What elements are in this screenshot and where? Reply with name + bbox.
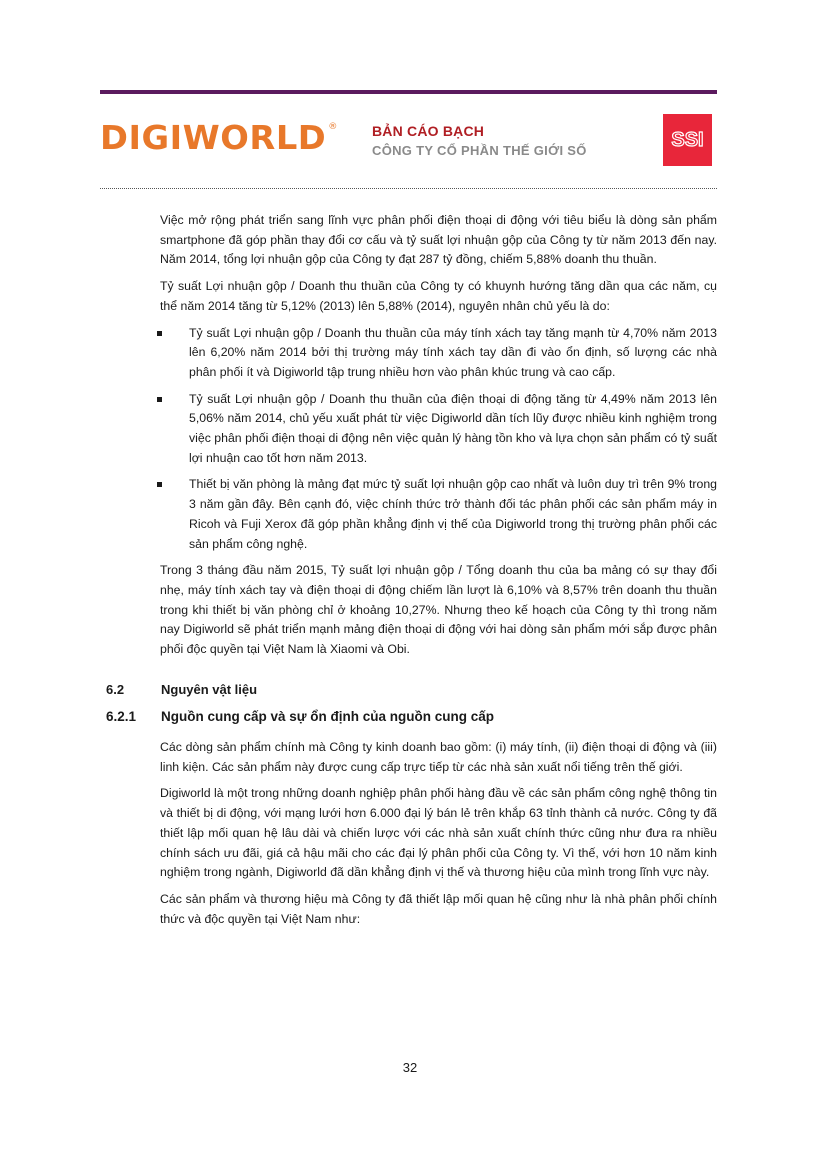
digiworld-logo-text: DIGIWORLD (100, 118, 327, 157)
paragraph: Trong 3 tháng đầu năm 2015, Tỷ suất lợi nhuận gộp / Tổng doanh thu của ba mảng có sự thay đổi nhẹ, máy tính xách tay và điện thoại di động chiếm lần lượt là 6,10% và 8,57% trên doanh thu thuần trong khi thiết bị văn phòng chỉ ở khoảng 10,27%. Nhưng theo kế hoạch của Công ty thì trong năm nay Digiworld sẽ phát triển mạnh mảng điện thoại di động với hai dòng sản phẩm mới sắp được phân phối độc quyền tại Việt Nam là Xiaomi và Obi. (160, 563, 717, 657)
paragraph: Các dòng sản phẩm chính mà Công ty kinh doanh bao gồm: (i) máy tính, (ii) điện thoại di động và (iii) linh kiện. Các sản phẩm này được cung cấp trực tiếp từ các nhà sản xuất nổi tiếng trên thế giới. (160, 740, 717, 774)
paragraph: Tỷ suất Lợi nhuận gộp / Doanh thu thuần của Công ty có khuynh hướng tăng dần qua các năm, cụ thể năm 2014 tăng từ 5,12% (2013) lên 5,88% (2014), nguyên nhân chủ yếu là do: (160, 279, 717, 313)
section-number: 6.2 (106, 682, 125, 697)
body-content-section (160, 738, 717, 936)
subsection-title: Nguồn cung cấp và sự ổn định của nguồn cung cấp (161, 709, 495, 724)
header-dotted-divider (100, 188, 717, 189)
header-top-rule (100, 90, 717, 94)
subsection-number: 6.2.1 (106, 709, 137, 724)
square-bullet-icon (157, 331, 162, 336)
company-name: CÔNG TY CỔ PHẦN THẾ GIỚI SỐ (372, 143, 587, 158)
page-number: 32 (402, 1060, 418, 1075)
bullet-item (157, 475, 717, 554)
square-bullet-icon (157, 397, 162, 402)
body-content-top (160, 211, 717, 667)
bullet-text: Tỷ suất Lợi nhuận gộp / Doanh thu thuần của máy tính xách tay tăng mạnh từ 4,70% năm 2013 lên 6,20% năm 2014 bởi thị trường máy tính xách tay dần đi vào ổn định, số lượng các nhà phân phối ít và Digiworld tập trung nhiều hơn vào phân khúc trung và cao cấp. (189, 325, 717, 379)
document-title: BẢN CÁO BẠCH (372, 123, 485, 139)
section-title: Nguyên vật liệu (161, 682, 258, 697)
bullet-item (157, 324, 717, 383)
subsection-heading (106, 709, 494, 724)
bullet-item (157, 390, 717, 469)
paragraph: Các sản phẩm và thương hiệu mà Công ty đã thiết lập mối quan hệ cũng như là nhà phân phối chính thức và độc quyền tại Việt Nam như: (160, 891, 717, 926)
ssi-logo (663, 114, 712, 166)
square-bullet-icon (157, 482, 162, 487)
bullet-list (160, 324, 717, 555)
bullet-text: Tỷ suất Lợi nhuận gộp / Doanh thu thuần của điện thoại di động tăng từ 4,49% năm 2013 lên 5,06% năm 2014, chủ yếu xuất phát từ việc Digiworld dần tích lũy được nhiều kinh nghiệm trong việc phân phối điện thoại di động nên việc quản lý hàng tồn kho và lựa chọn sản phẩm có tỷ suất lợi nhuận cao tốt hơn năm 2013. (189, 391, 717, 465)
bullet-text: Thiết bị văn phòng là mảng đạt mức tỷ suất lợi nhuận gộp cao nhất và luôn duy trì trên 9% trong 3 năm gần đây. Bên cạnh đó, việc chính thức trở thành đối tác phân phối các sản phẩm máy in Ricoh và Fuji Xerox đã góp phần khẳng định vị thế của Digiworld trong thị trường phân phối các sản phẩm công nghệ. (189, 477, 717, 551)
paragraph: Việc mở rộng phát triển sang lĩnh vực phân phối điện thoại di động với tiêu biểu là dòng sản phẩm smartphone đã góp phần thay đổi cơ cấu và tỷ suất lợi nhuận gộp của Công ty từ năm 2013 đến nay. Năm 2014, tổng lợi nhuận gộp của Công ty đạt 287 tỷ đồng, chiếm 5,88% doanh thu thuần. (160, 213, 717, 267)
registered-mark: ® (328, 122, 338, 132)
ssi-logo-text: SSI (671, 128, 704, 151)
digiworld-logo (100, 118, 338, 157)
paragraph: Digiworld là một trong những doanh nghiệp phân phối hàng đầu về các sản phẩm công nghệ thông tin và thiết bị di động, với mạng lưới hơn 6.000 đại lý bán lẻ trên khắp 63 tỉnh thành cả nước. Công ty đã thiết lập mối quan hệ lâu dài và chiến lược với các nhà sản xuất chính thức cũng như đưa ra nhiều chính sách ưu đãi, giá cả hậu mãi cho các đại lý phân phối của Công ty. Vì thế, với hơn 10 năm kinh nghiệm trong ngành, Digiworld đã dần khẳng định vị thế và thương hiệu của mình trong lĩnh vực này. (160, 786, 717, 880)
section-heading (106, 682, 257, 697)
